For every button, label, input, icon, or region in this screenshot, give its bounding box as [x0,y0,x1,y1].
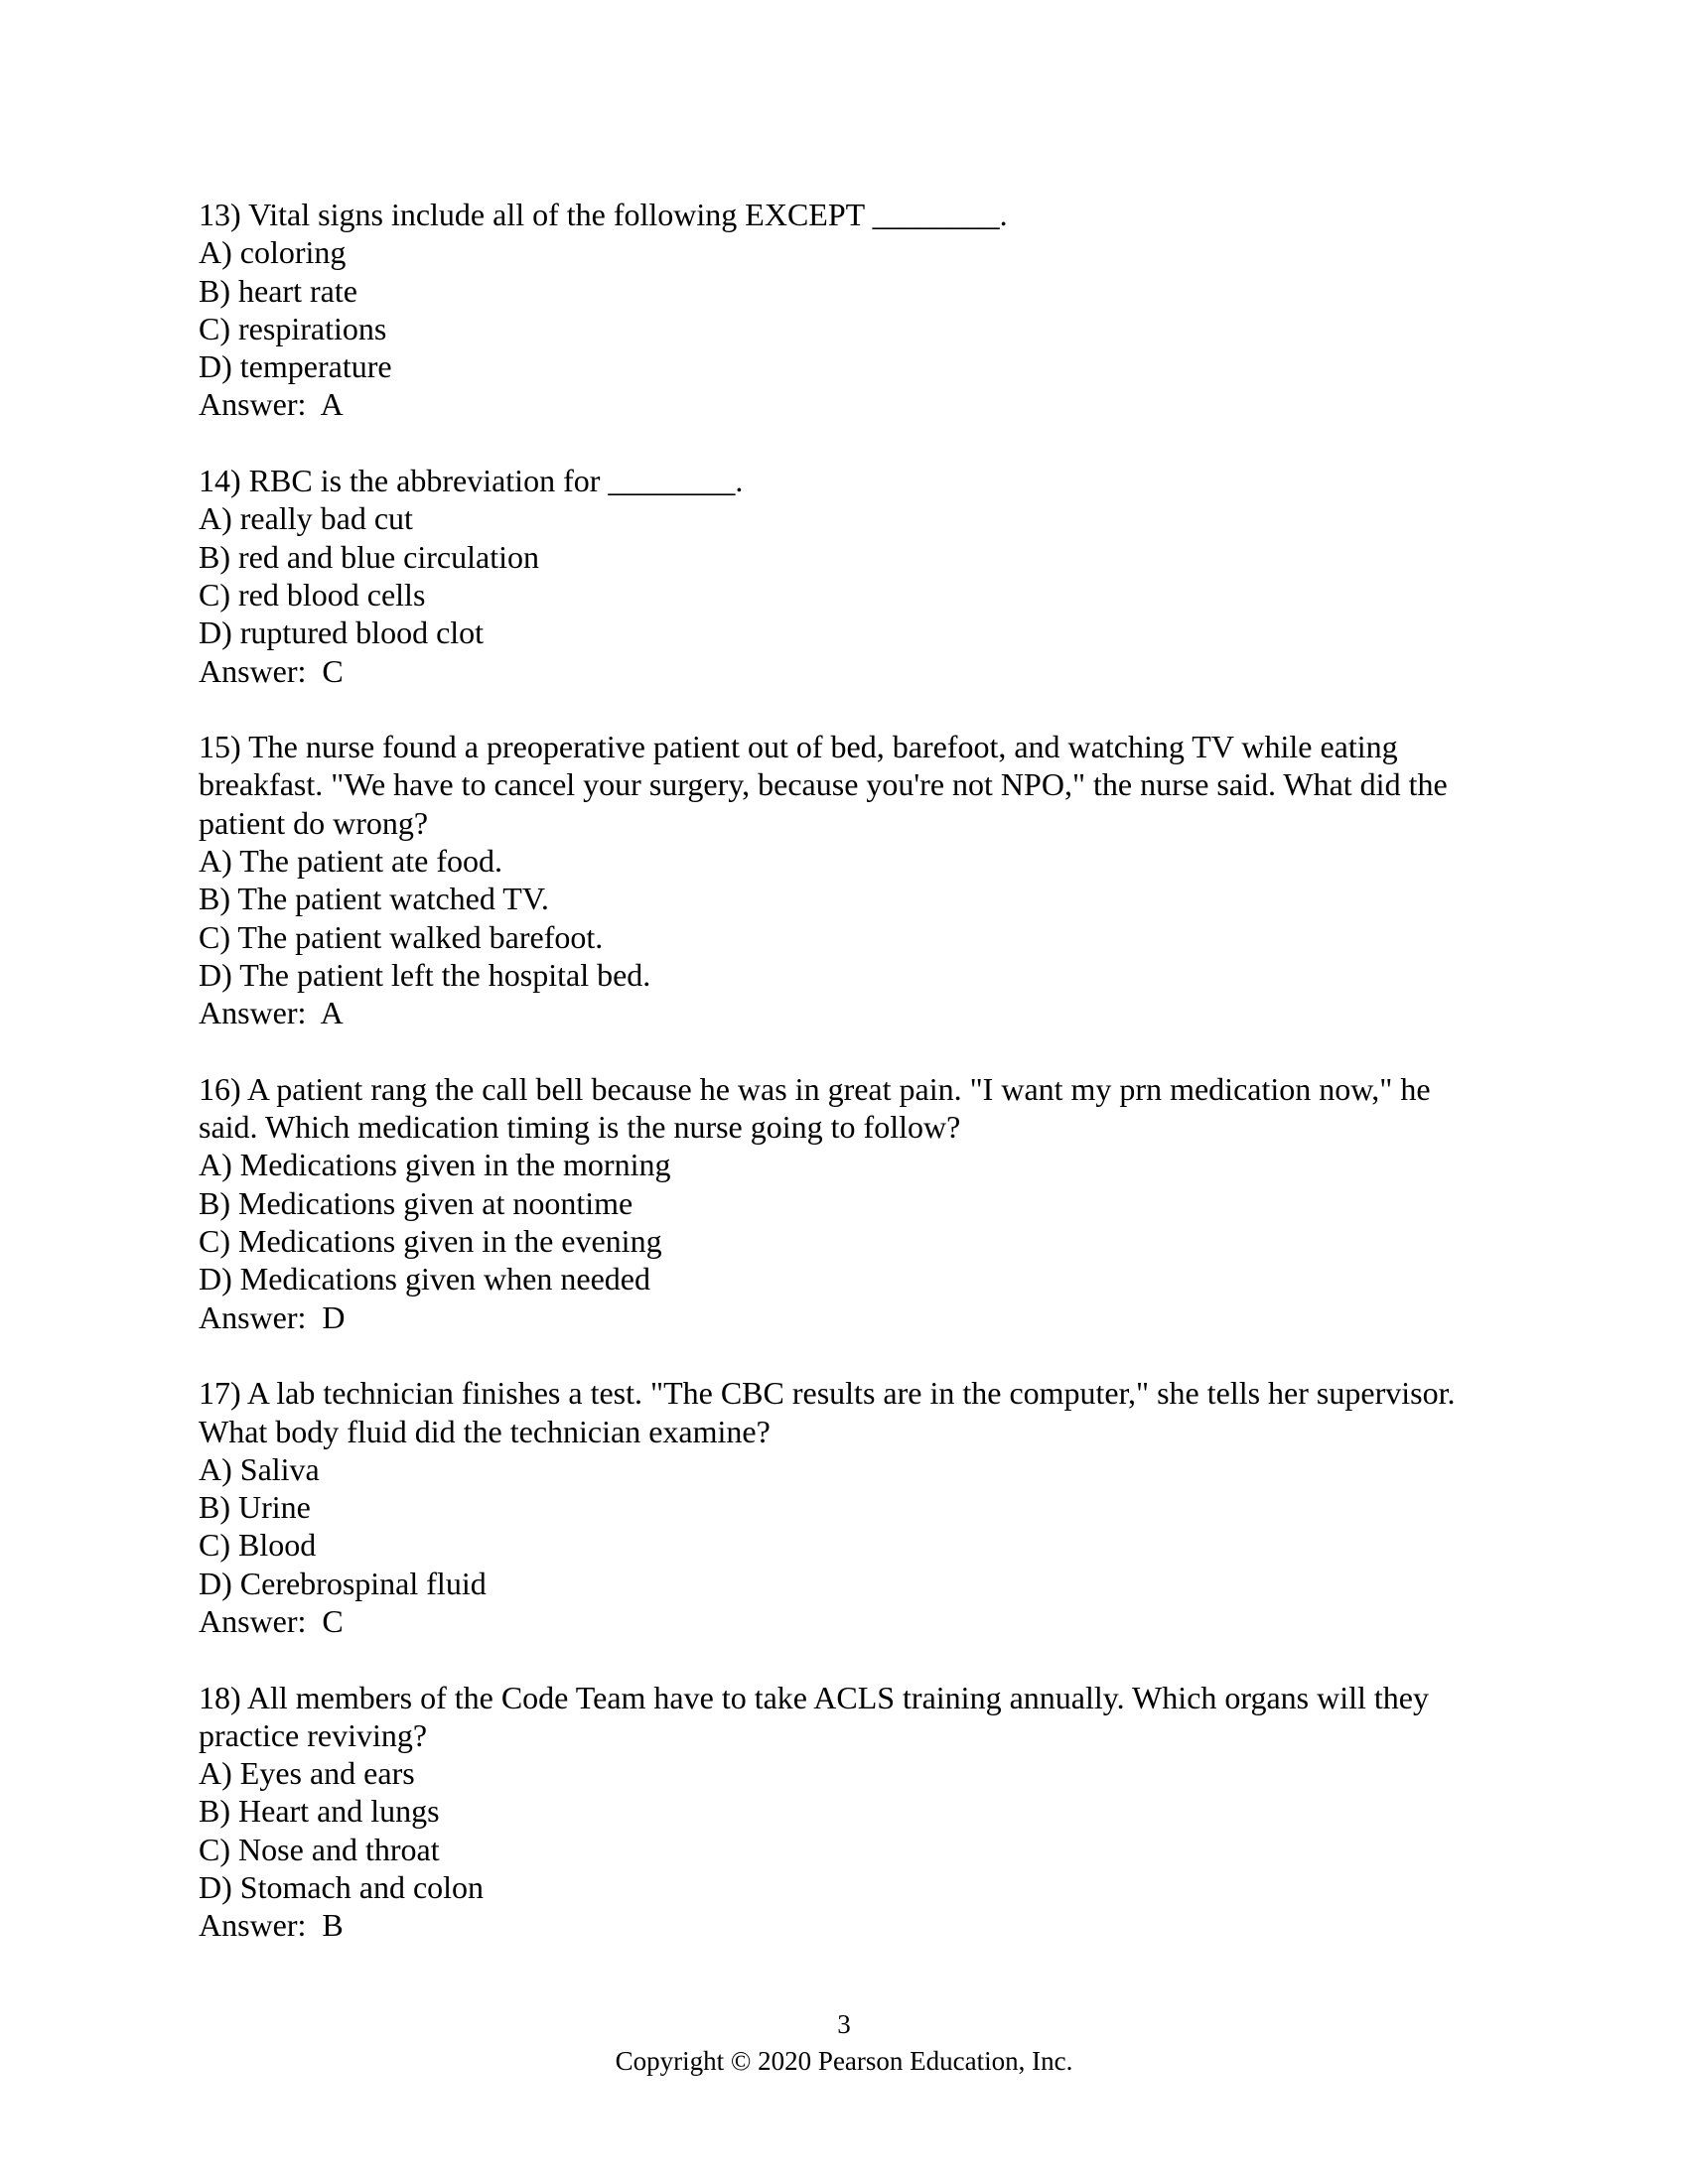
option-d: D) Stomach and colon [199,1869,485,1906]
option-d: D) Cerebrospinal fluid [199,1565,487,1601]
copyright-notice: Copyright © 2020 Pearson Education, Inc. [615,2046,1073,2076]
question-stem: 13) Vital signs include all of the following EXCEPT ________. [199,197,1008,232]
option-a: A) really bad cut [199,500,413,537]
question-stem: 15) The nurse found a preoperative patient out of bed, barefoot, and watching TV while eating breakfast. "We have to cancel your surgery, because you're not NPO," the nurse said. What did the patient do wrong? [199,729,1456,841]
option-c: C) The patient walked barefoot. [199,918,604,955]
option-b: B) heart rate [199,272,357,309]
option-a: A) Medications given in the morning [199,1147,671,1183]
answer-line: Answer: D [199,1298,346,1335]
option-c: C) red blood cells [199,576,426,613]
option-b: B) red and blue circulation [199,538,539,575]
option-a: A) Eyes and ears [199,1755,415,1792]
option-b: B) Heart and lungs [199,1793,440,1830]
question-stem: 16) A patient rang the call bell because he was in great pain. "I want my prn medication now," he said. Which medication timing is the nurse going to follow? [199,1070,1439,1146]
question-13 [199,196,1489,424]
option-b: B) Urine [199,1489,311,1526]
question-17 [199,1374,1489,1640]
answer-line: Answer: B [199,1907,344,1944]
option-c: C) Nose and throat [199,1831,440,1867]
option-b: B) Medications given at noontime [199,1184,633,1221]
document-body [199,196,1489,1982]
option-a: A) The patient ate food. [199,843,502,880]
option-d: D) temperature [199,348,392,385]
answer-line: Answer: C [199,1602,344,1639]
question-18 [199,1679,1489,1945]
option-d: D) ruptured blood clot [199,614,485,651]
option-a: A) Saliva [199,1450,320,1487]
option-b: B) The patient watched TV. [199,881,549,917]
question-14 [199,462,1489,690]
option-a: A) coloring [199,234,347,271]
option-d: D) The patient left the hospital bed. [199,956,651,993]
option-c: C) Blood [199,1527,317,1564]
answer-line: Answer: A [199,995,344,1031]
question-16 [199,1070,1489,1336]
question-15 [199,728,1489,1031]
question-stem: 18) All members of the Code Team have to take ACLS training annually. Which organs will they practice reviving? [199,1679,1437,1753]
question-stem: 17) A lab technician finishes a test. "The CBC results are in the computer," she tells her supervisor. What body fluid did the technician examine? [199,1375,1463,1449]
answer-line: Answer: A [199,386,344,423]
option-d: D) Medications given when needed [199,1261,650,1297]
option-c: C) Medications given in the evening [199,1223,662,1260]
page-number: 3 [837,2009,851,2039]
question-stem: 14) RBC is the abbreviation for ________. [199,463,744,499]
answer-line: Answer: C [199,652,344,689]
option-c: C) respirations [199,310,387,346]
